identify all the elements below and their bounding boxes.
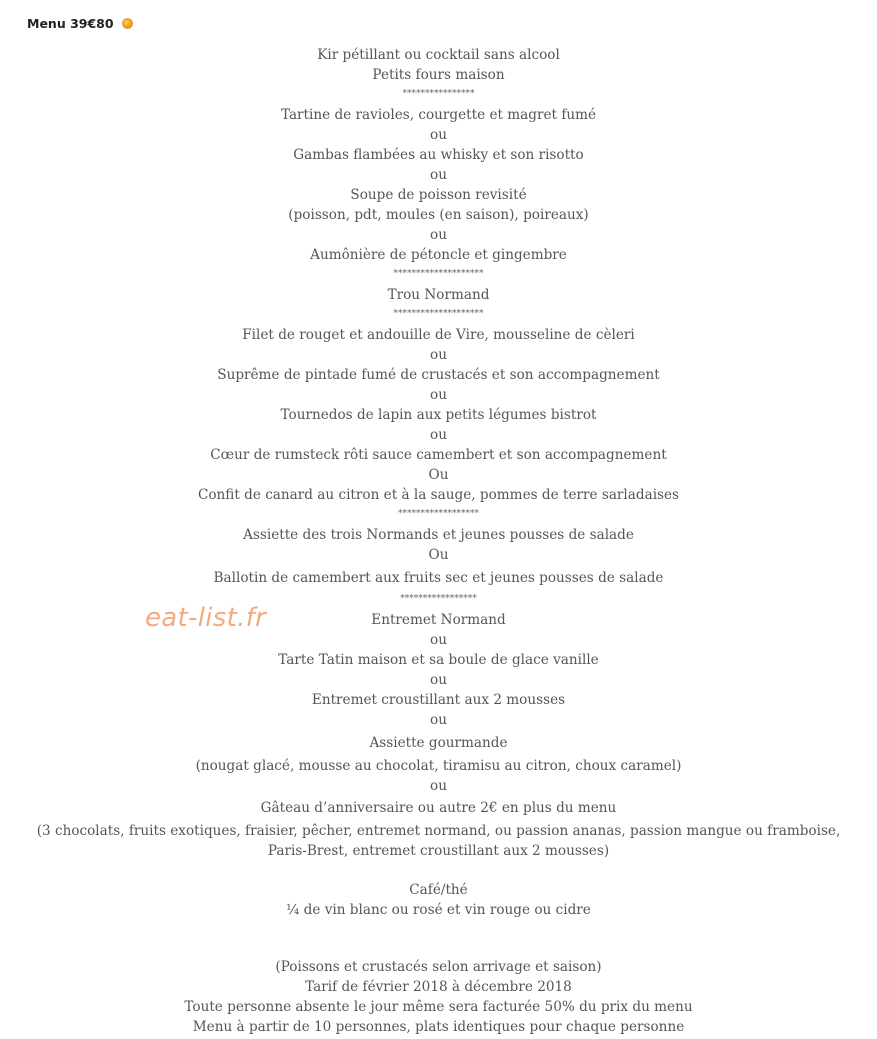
or-label: Ou: [428, 547, 449, 563]
menu-title: Menu 39€80: [27, 15, 114, 31]
trou-normand-line: Trou Normand: [387, 287, 490, 303]
dessert-detail: (nougat glacé, mousse au chocolat, tiramisu au citron, choux caramel): [195, 758, 682, 774]
starter-item: Tartine de ravioles, courgette et magret fumé: [280, 107, 597, 123]
wine-line: ¼ de vin blanc ou rosé et vin rouge ou cidre: [286, 902, 591, 918]
starter-detail: (poisson, pdt, moules (en saison), poireaux): [288, 207, 589, 223]
or-label: ou: [430, 778, 447, 794]
separator: ********************: [393, 309, 484, 319]
starter-item: Aumônière de pétoncle et gingembre: [310, 247, 567, 263]
dessert-detail: Paris-Brest, entremet croustillant aux 2 mousses): [267, 843, 610, 859]
main-item: Cœur de rumsteck rôti sauce camembert et son accompagnement: [210, 447, 667, 463]
separator: *****************: [400, 594, 477, 604]
petits-fours-line: Petits fours maison: [372, 67, 505, 83]
or-label: ou: [430, 227, 447, 243]
main-item: Tournedos de lapin aux petits légumes bistrot: [280, 407, 597, 423]
note-line: Tarif de février 2018 à décembre 2018: [305, 979, 572, 995]
dessert-item: Entremet croustillant aux 2 mousses: [311, 692, 566, 708]
separator: ******************: [398, 509, 479, 519]
or-label: ou: [430, 427, 447, 443]
separator: ****************: [402, 89, 475, 99]
starter-item: Gambas flambées au whisky et son risotto: [293, 147, 584, 163]
or-label: ou: [430, 387, 447, 403]
or-label: Ou: [428, 467, 449, 483]
main-item: Confit de canard au citron et à la sauge, pommes de terre sarladaises: [197, 487, 680, 503]
orange-dot-icon: [122, 18, 133, 29]
cheese-item: Assiette des trois Normands et jeunes pousses de salade: [243, 527, 634, 543]
or-label: ou: [430, 632, 447, 648]
coffee-line: Café/thé: [409, 882, 468, 898]
main-item: Filet de rouget et andouille de Vire, mousseline de cèleri: [242, 327, 635, 343]
or-label: ou: [430, 712, 447, 728]
dessert-item: Gâteau d’anniversaire ou autre 2€ en plus du menu: [260, 800, 617, 816]
or-label: ou: [430, 127, 447, 143]
main-item: Suprême de pintade fumé de crustacés et son accompagnement: [217, 367, 660, 383]
separator: ********************: [393, 269, 484, 279]
dessert-detail: (3 chocolats, fruits exotiques, fraisier, pêcher, entremet normand, ou passion ananas, passion mangue ou framboise,: [36, 823, 841, 839]
cheese-item: Ballotin de camembert aux fruits sec et jeunes pousses de salade: [213, 570, 664, 586]
or-label: ou: [430, 167, 447, 183]
aperitif-line: Kir pétillant ou cocktail sans alcool: [317, 47, 560, 63]
dessert-item: Entremet Normand: [371, 612, 506, 628]
dessert-item: Tarte Tatin maison et sa boule de glace vanille: [278, 652, 599, 668]
watermark: eat-list.fr: [145, 603, 267, 633]
note-line: Toute personne absente le jour même sera facturée 50% du prix du menu: [184, 999, 693, 1015]
or-label: ou: [430, 347, 447, 363]
starter-item: Soupe de poisson revisité: [350, 187, 527, 203]
or-label: ou: [430, 672, 447, 688]
dessert-item: Assiette gourmande: [369, 735, 508, 751]
note-line: (Poissons et crustacés selon arrivage et saison): [275, 959, 602, 975]
note-line: Menu à partir de 10 personnes, plats identiques pour chaque personne: [192, 1019, 685, 1035]
menu-header: [27, 14, 133, 32]
